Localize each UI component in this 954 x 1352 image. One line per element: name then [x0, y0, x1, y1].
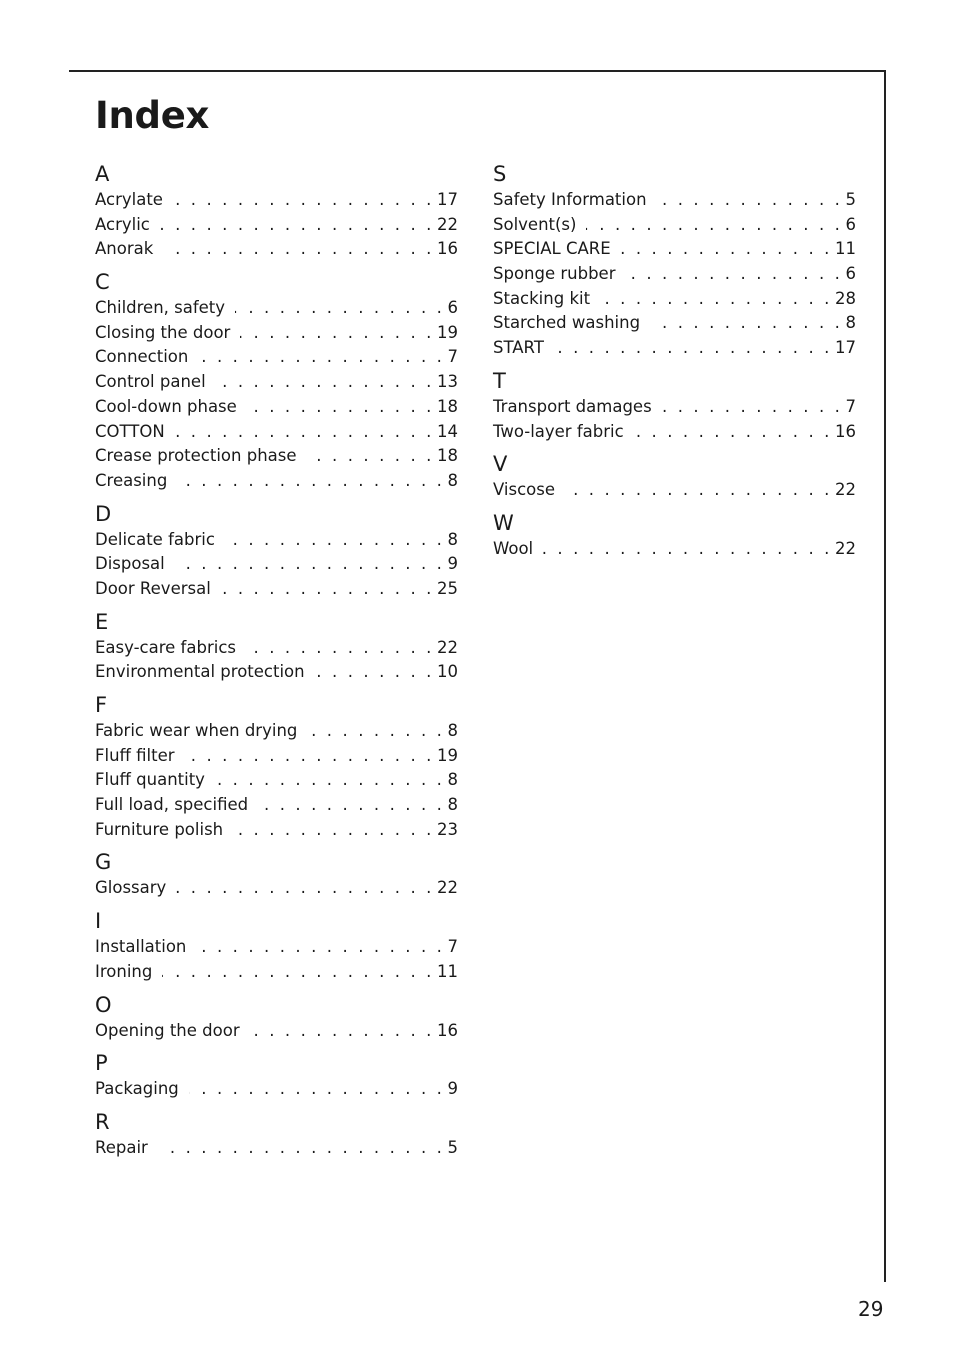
- section-letter: E: [95, 609, 109, 634]
- entry-page: 7: [845, 396, 856, 416]
- entry-term: Viscose: [493, 480, 556, 500]
- entry-page: 22: [437, 637, 458, 657]
- index-entry: [493, 287, 856, 312]
- dot-leader: [198, 345, 444, 370]
- dot-leader: [307, 444, 434, 469]
- index-section-o: [95, 991, 458, 1044]
- index-entry: [95, 370, 458, 395]
- entry-page: 22: [835, 480, 856, 500]
- entry-term: Closing the door: [95, 322, 231, 342]
- dot-leader: [233, 818, 434, 843]
- entry-page: 11: [835, 239, 856, 259]
- index-section-v: [493, 450, 856, 503]
- dot-leader: [247, 395, 434, 420]
- entry-term: Furniture polish: [95, 819, 224, 839]
- entry-page: 17: [437, 190, 458, 209]
- index-entry: [493, 311, 856, 336]
- dot-leader: [650, 311, 842, 336]
- index-section-f: [95, 691, 458, 842]
- index-section-c: [95, 268, 458, 494]
- dot-leader: [216, 370, 434, 395]
- index-entry: [493, 395, 856, 420]
- entry-term: Two-layer fabric: [493, 421, 624, 441]
- section-letter: O: [95, 992, 112, 1017]
- entry-term: Fluff quantity: [95, 770, 205, 790]
- entry-page: 25: [437, 578, 458, 598]
- index-entry: [95, 420, 458, 445]
- dot-leader: [173, 188, 434, 213]
- top-rule: [69, 70, 886, 72]
- entry-term: Control panel: [95, 372, 206, 392]
- index-entry: [493, 336, 856, 361]
- index-entry: [493, 478, 856, 503]
- page-number: 29: [858, 1297, 884, 1321]
- page-title: Index: [95, 94, 210, 137]
- index-entry: [95, 444, 458, 469]
- section-letter: D: [95, 501, 112, 526]
- entry-page: 8: [447, 470, 458, 490]
- index-column-right: [493, 160, 856, 562]
- index-section-d: [95, 500, 458, 602]
- index-entry: [95, 395, 458, 420]
- entry-page: 7: [447, 347, 458, 367]
- section-letter: F: [95, 693, 108, 717]
- entry-term: Opening the door: [95, 1020, 240, 1040]
- entry-term: Repair: [95, 1137, 148, 1157]
- entry-term: Disposal: [95, 554, 165, 574]
- dot-leader: [185, 744, 434, 769]
- entry-page: 6: [845, 264, 856, 284]
- index-entry: [95, 660, 458, 685]
- index-section-g: [95, 848, 458, 901]
- dot-leader: [250, 1019, 434, 1044]
- index-section-w: [493, 509, 856, 562]
- entry-term: Creasing: [95, 470, 168, 490]
- entry-page: 6: [845, 214, 856, 234]
- index-entry: [95, 935, 458, 960]
- entry-page: 9: [447, 1079, 458, 1099]
- section-letter: C: [95, 270, 110, 295]
- entry-page: 10: [437, 662, 458, 682]
- entry-page: 8: [447, 529, 458, 549]
- index-entry: [493, 537, 856, 562]
- entry-page: 18: [437, 446, 458, 466]
- entry-term: Crease protection phase: [95, 446, 297, 466]
- dot-leader: [565, 478, 832, 503]
- entry-term: Sponge rubber: [493, 264, 616, 284]
- index-section-p: [95, 1049, 458, 1102]
- entry-term: Glossary: [95, 878, 167, 898]
- entry-term: Solvent(s): [493, 214, 577, 234]
- index-section-i: [95, 907, 458, 984]
- index-section-e: [95, 608, 458, 685]
- section-letter: I: [95, 909, 102, 934]
- right-rule: [884, 70, 886, 1282]
- dot-leader: [246, 636, 434, 661]
- dot-leader: [225, 528, 445, 553]
- entry-term: Fabric wear when drying: [95, 721, 298, 740]
- entry-term: Delicate fabric: [95, 529, 215, 549]
- section-letter: V: [493, 452, 508, 477]
- entry-term: Full load, specified: [95, 795, 249, 815]
- entry-page: 5: [447, 1137, 458, 1157]
- dot-leader: [175, 420, 434, 445]
- entry-term: Acrylic: [95, 214, 150, 234]
- index-entry: [493, 213, 856, 238]
- entry-term: Children, safety: [95, 298, 226, 318]
- entry-term: Ironing: [95, 961, 153, 981]
- section-letter: R: [95, 1109, 110, 1134]
- entry-page: 17: [835, 338, 856, 358]
- section-letter: S: [493, 162, 507, 186]
- dot-leader: [196, 935, 444, 960]
- dot-leader: [586, 213, 842, 238]
- dot-leader: [634, 420, 832, 445]
- index-entry: [95, 188, 458, 213]
- dot-leader: [621, 237, 832, 262]
- entry-page: 8: [447, 770, 458, 790]
- dot-leader: [215, 768, 445, 793]
- index-entry: [95, 1077, 458, 1102]
- dot-leader: [162, 960, 434, 985]
- entry-page: 6: [447, 298, 458, 318]
- entry-term: Door Reversal: [95, 578, 211, 598]
- index-entry: [95, 528, 458, 553]
- dot-leader: [315, 660, 434, 685]
- index-section-t: [493, 367, 856, 444]
- entry-term: SPECIAL CARE: [493, 239, 611, 259]
- index-entry: [493, 262, 856, 287]
- index-entry: [493, 188, 856, 213]
- entry-page: 5: [845, 190, 856, 209]
- dot-leader: [176, 876, 434, 901]
- entry-term: Transport damages: [493, 396, 652, 416]
- index-entry: [95, 345, 458, 370]
- index-entry: [95, 469, 458, 494]
- entry-page: 8: [447, 721, 458, 740]
- index-entry: [95, 818, 458, 843]
- entry-term: Acrylate: [95, 190, 163, 209]
- entry-page: 11: [437, 961, 458, 981]
- section-letter: W: [493, 510, 514, 535]
- section-letter: G: [95, 850, 112, 875]
- dot-leader: [163, 237, 434, 262]
- index-entry: [95, 237, 458, 262]
- entry-term: Fluff filter: [95, 745, 175, 765]
- entry-term: Connection: [95, 347, 189, 367]
- dot-leader: [258, 793, 444, 818]
- index-entry: [95, 719, 458, 744]
- entry-page: 7: [447, 937, 458, 957]
- entry-page: 19: [437, 745, 458, 765]
- dot-leader: [307, 719, 444, 744]
- entry-page: 16: [437, 239, 458, 259]
- dot-leader: [177, 469, 444, 494]
- entry-page: 16: [437, 1020, 458, 1040]
- entry-term: Wool: [493, 538, 534, 558]
- dot-leader: [175, 552, 445, 577]
- index-entry: [95, 296, 458, 321]
- dot-leader: [600, 287, 832, 312]
- index-entry: [493, 420, 856, 445]
- section-letter: P: [95, 1051, 108, 1076]
- dot-leader: [221, 577, 434, 602]
- dot-leader: [543, 537, 832, 562]
- entry-page: 8: [845, 313, 856, 333]
- index-entry: [95, 1136, 458, 1161]
- index-entry: [95, 213, 458, 238]
- entry-term: START: [493, 338, 544, 358]
- dot-leader: [554, 336, 832, 361]
- entry-page: 9: [447, 554, 458, 574]
- entry-page: 22: [835, 538, 856, 558]
- dot-leader: [158, 1136, 445, 1161]
- entry-term: Safety Information: [493, 190, 647, 209]
- entry-page: 8: [447, 795, 458, 815]
- index-entry: [95, 793, 458, 818]
- entry-page: 16: [835, 421, 856, 441]
- dot-leader: [160, 213, 434, 238]
- index-entry: [95, 577, 458, 602]
- dot-leader: [189, 1077, 445, 1102]
- index-entry: [95, 1019, 458, 1044]
- entry-term: Anorak: [95, 239, 154, 259]
- entry-page: 13: [437, 372, 458, 392]
- entry-term: Cool-down phase: [95, 396, 237, 416]
- index-section-s: [493, 160, 856, 361]
- entry-term: Installation: [95, 937, 187, 957]
- dot-leader: [235, 296, 444, 321]
- dot-leader: [662, 395, 843, 420]
- entry-page: 23: [437, 819, 458, 839]
- dot-leader: [240, 321, 434, 346]
- entry-term: Packaging: [95, 1079, 179, 1099]
- section-letter: A: [95, 162, 110, 186]
- index-column-left: [95, 160, 458, 1161]
- index-entry: [493, 237, 856, 262]
- index-entry: [95, 321, 458, 346]
- index-entry: [95, 768, 458, 793]
- entry-term: Environmental protection: [95, 662, 305, 682]
- index-entry: [95, 876, 458, 901]
- index-entry: [95, 636, 458, 661]
- entry-page: 14: [437, 421, 458, 441]
- dot-leader: [626, 262, 843, 287]
- index-entry: [95, 744, 458, 769]
- entry-term: Stacking kit: [493, 288, 591, 308]
- index-entry: [95, 552, 458, 577]
- entry-page: 22: [437, 214, 458, 234]
- entry-page: 28: [835, 288, 856, 308]
- entry-page: 18: [437, 396, 458, 416]
- entry-term: COTTON: [95, 421, 165, 441]
- dot-leader: [657, 188, 843, 213]
- entry-page: 19: [437, 322, 458, 342]
- index-entry: [95, 960, 458, 985]
- index-section-a: [95, 160, 458, 262]
- entry-term: Easy-care fabrics: [95, 637, 236, 657]
- index-section-r: [95, 1108, 458, 1161]
- section-letter: T: [493, 368, 506, 393]
- entry-page: 22: [437, 878, 458, 898]
- entry-term: Starched washing: [493, 313, 641, 333]
